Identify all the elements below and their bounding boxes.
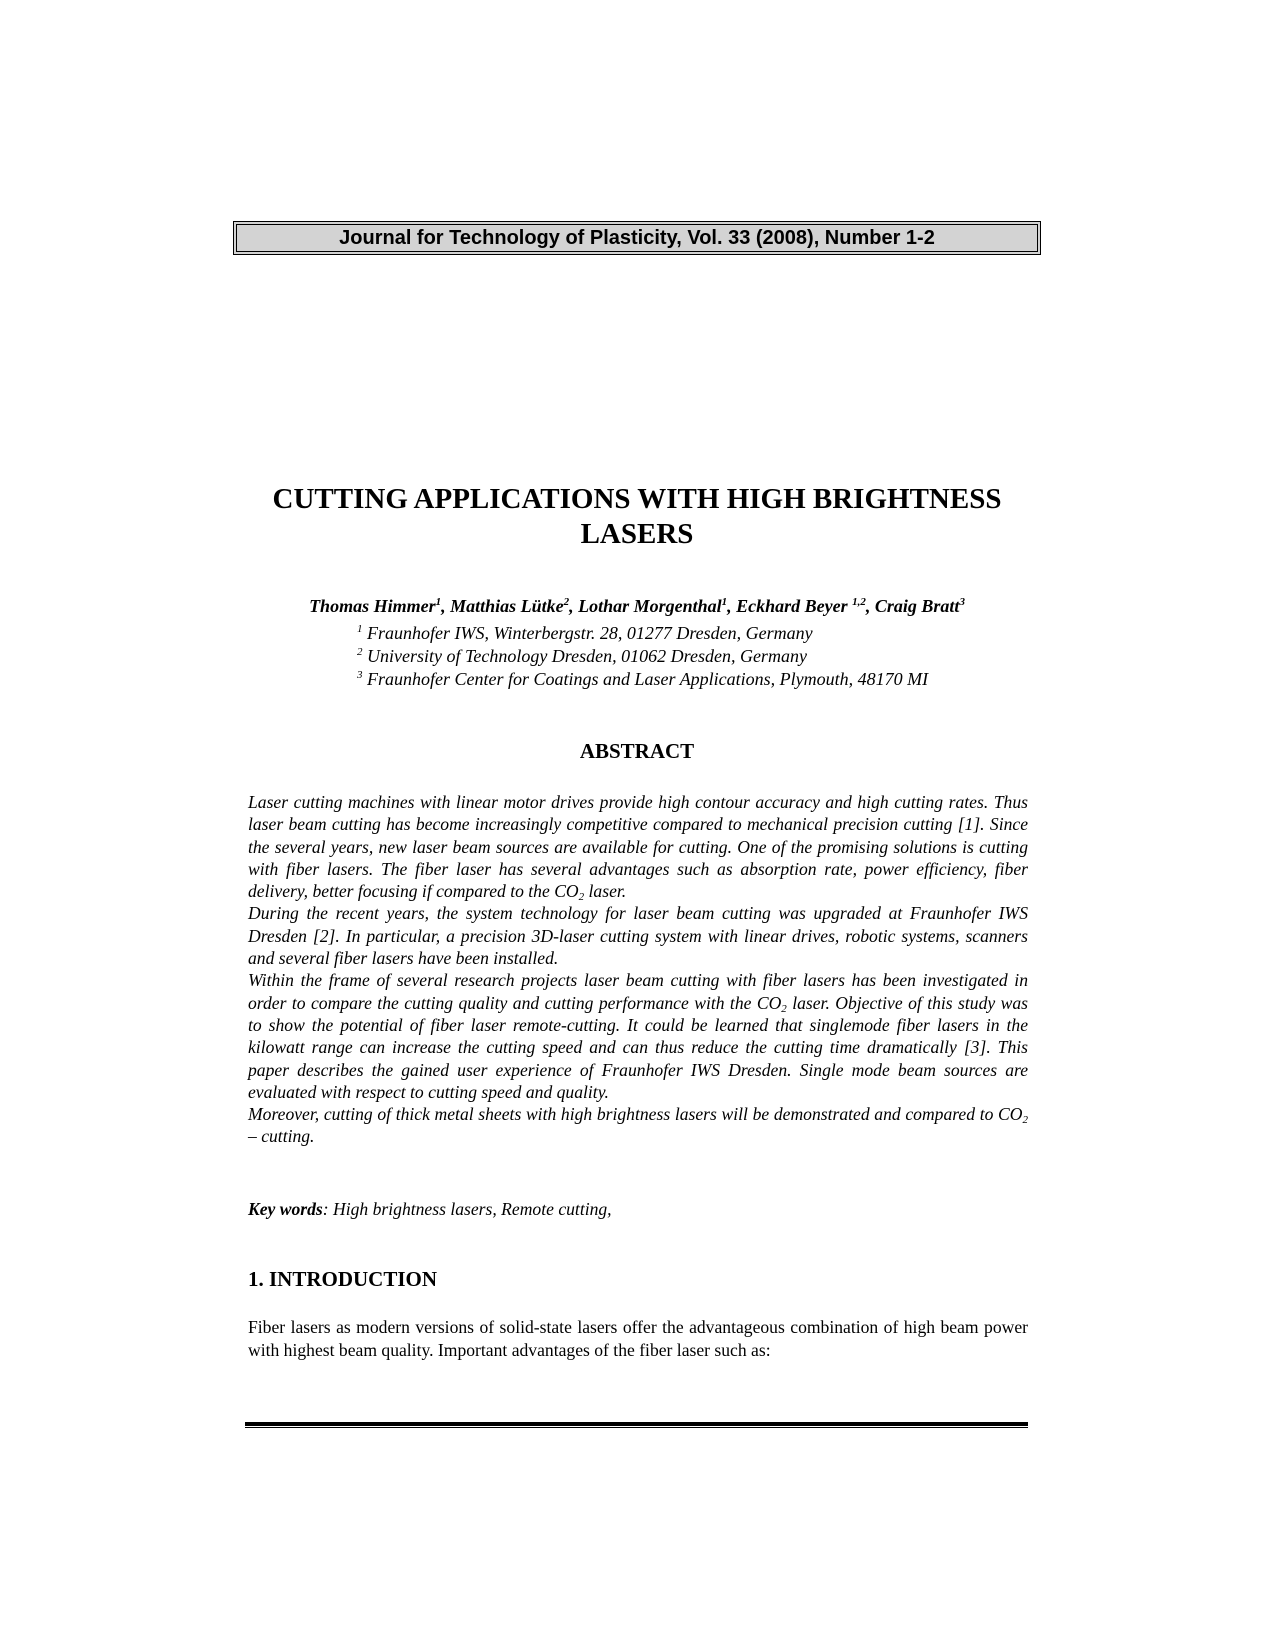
subscript: 2 xyxy=(1022,1114,1028,1127)
abstract-heading: ABSTRACT xyxy=(579,739,695,763)
author-affil-mark: 1 xyxy=(435,596,442,608)
section-heading: 1. INTRODUCTION xyxy=(248,1267,438,1291)
abstract-body xyxy=(248,791,1028,1148)
author-name: Lothar Morgenthal xyxy=(578,596,722,616)
subscript: 2 xyxy=(781,1002,787,1015)
text-run: Within the frame of several research projects laser beam cutting with fiber lasers has been investigated in order to compare the cutting quality and cutting performance with the CO xyxy=(248,970,1028,1013)
journal-title: Journal for Technology of Plasticity, Vol. 33 (2008), Number 1-2 xyxy=(339,226,935,249)
title-line-1: CUTTING APPLICATIONS WITH HIGH BRIGHTNESS xyxy=(272,483,1002,515)
subscript: 2 xyxy=(578,891,585,904)
paper-title xyxy=(233,482,1041,552)
text-run: – cutting. xyxy=(248,1126,315,1147)
author-name: Matthias Lütke xyxy=(450,596,564,616)
affiliation-mark: 2 xyxy=(357,646,363,658)
intro-body xyxy=(248,1316,1028,1362)
author-affil-mark: 2 xyxy=(563,596,570,608)
keywords xyxy=(248,1199,1028,1220)
text-run: Moreover, cutting of thick metal sheets with high brightness lasers will be demonstrated and compared to CO xyxy=(248,1104,1023,1125)
text-run: Laser cutting machines with linear motor drives provide high contour accuracy and high cutting rates. Thus laser beam cutting has become increasingly competitive compared to mechanical precision cutting [1]. Since the several years, new laser beam sources are available for cutting. One of the promising solutions is cutting with fiber lasers. The fiber laser has several advantages such as absorption rate, power efficiency, fiber delivery, better focusing if compared to the CO xyxy=(248,792,1028,902)
author-affil-mark: 1 xyxy=(721,596,728,608)
abstract-paragraph xyxy=(248,969,1028,1103)
journal-header xyxy=(233,221,1041,255)
abstract-paragraph: During the recent years, the system technology for laser beam cutting was upgraded at Fraunhofer IWS Dresden [2]. In particular, a precision 3D-laser cutting system with linear drives, robotic systems, scanners and several fiber lasers have been installed. xyxy=(248,903,1028,969)
author-affil-mark: 1,2 xyxy=(852,596,866,608)
author-affil-mark: 3 xyxy=(959,596,965,608)
abstract-paragraph xyxy=(248,791,1028,902)
affiliation xyxy=(357,645,1037,668)
keywords-text: : High brightness lasers, Remote cutting, xyxy=(322,1199,612,1219)
keywords-label: Key words xyxy=(248,1199,323,1219)
affiliation-text: Fraunhofer Center for Coatings and Laser Applications, Plymouth, 48170 MI xyxy=(367,669,929,689)
affiliation-text: Fraunhofer IWS, Winterbergstr. 28, 01277 Dresden, Germany xyxy=(367,623,813,643)
affiliation xyxy=(357,622,1037,645)
author-name: Eckhard Beyer xyxy=(736,596,848,616)
affiliation-text: University of Technology Dresden, 01062 Dresden, Germany xyxy=(367,646,807,666)
text-run: laser. Objective of this study was to show the potential of fiber laser remote-cutting. It could be learned that singlemode fiber lasers in the kilowatt range can increase the cutting speed and can thus reduce the cutting time dramatically [3]. This paper describes the gained user experience of Fraunhofer IWS Dresden. Single mode beam sources are evaluated with respect to cutting speed and quality. xyxy=(248,992,1028,1102)
author-list: Thomas Himmer$^1$, Matthias Lütke$^2$, Lothar Morgenthal$^1$, Eckhard Beyer $^{1,2}$, Craig Bratt$^3$ xyxy=(309,596,965,616)
title-line-2: LASERS xyxy=(580,518,694,550)
author-name: Thomas Himmer xyxy=(309,596,436,616)
author-name: Craig Bratt xyxy=(874,596,960,616)
abstract-paragraph xyxy=(248,1103,1028,1148)
intro-paragraph: Fiber lasers as modern versions of solid-state lasers offer the advantageous combination of high beam power with highest beam quality. Important advantages of the fiber laser such as: xyxy=(248,1317,1028,1360)
affiliation-mark: 1 xyxy=(357,623,363,635)
text-run: laser. xyxy=(584,881,627,902)
affiliation-list xyxy=(357,622,1037,691)
affiliation xyxy=(357,668,1037,691)
affiliation-mark: 3 xyxy=(357,669,363,681)
footer-rule xyxy=(245,1422,1028,1428)
